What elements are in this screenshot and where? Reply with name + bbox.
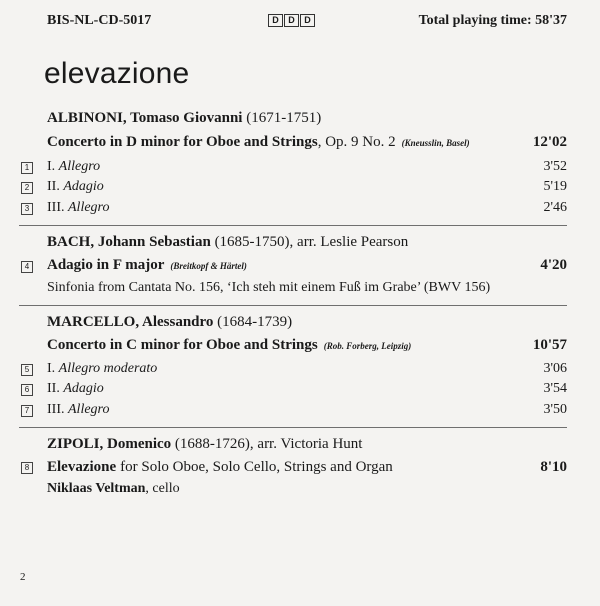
work-publisher: (Breitkopf & Härtel) (170, 261, 247, 271)
composer-dates: (1671-1751) (246, 110, 322, 126)
ddd-letter: D (268, 14, 283, 27)
track-number: 2 (21, 182, 33, 194)
movement-duration: 3'50 (543, 402, 567, 417)
track-number: 1 (21, 162, 33, 174)
movement-name: Allegro (68, 200, 110, 215)
total-playing-time: Total playing time: 58'37 (418, 13, 567, 28)
ddd-badge (268, 14, 315, 27)
track-number: 6 (21, 384, 33, 396)
work-duration: 12'02 (532, 134, 567, 150)
movement-row (47, 402, 567, 418)
composer-name: ALBINONI, Tomaso Giovanni (47, 110, 243, 126)
composer-name: MARCELLO, Alessandro (47, 314, 214, 330)
track-number: 7 (21, 405, 33, 417)
section-divider (19, 305, 567, 306)
page-number: 2 (20, 571, 26, 583)
work-title: Concerto in C minor for Oboe and Strings (47, 337, 318, 353)
work-subtitle: , Op. 9 No. 2 (317, 134, 396, 150)
movement-number: II. (47, 179, 60, 194)
movement-name: Adagio (63, 381, 104, 396)
movement-row (47, 361, 567, 377)
section-divider (19, 225, 567, 226)
work-publisher: (Kneusslin, Basel) (401, 138, 470, 148)
movement-name: Adagio (63, 179, 104, 194)
track-number: 4 (21, 261, 33, 273)
ddd-letter: D (300, 14, 315, 27)
movement-number: I. (47, 159, 56, 174)
work-duration: 10'57 (532, 337, 567, 353)
work-zipoli-elevazione (47, 459, 567, 476)
movement-duration: 3'52 (543, 159, 567, 174)
composer-dates: (1688-1726), arr. Victoria Hunt (174, 436, 363, 452)
movement-duration: 5'19 (543, 179, 567, 194)
performer-name: Niklaas Veltman (47, 481, 146, 496)
track-number: 5 (21, 364, 33, 376)
work-title: Elevazione (47, 459, 117, 475)
composer-albinoni (47, 110, 321, 127)
movement-duration: 3'06 (543, 361, 567, 376)
work-subtitle: for Solo Oboe, Solo Cello, Strings and Organ (120, 459, 393, 475)
section-divider (19, 427, 567, 428)
composer-dates: (1684-1739) (217, 314, 293, 330)
track-number: 3 (21, 203, 33, 215)
work-duration: 8'10 (540, 459, 567, 475)
performer-role: , cello (145, 481, 180, 496)
movement-duration: 2'46 (543, 200, 567, 215)
work-bach-adagio (47, 257, 567, 274)
movement-name: Allegro (68, 402, 110, 417)
composer-name: ZIPOLI, Domenico (47, 436, 172, 452)
catalog-number: BIS-NL-CD-5017 (47, 13, 152, 28)
performer (47, 481, 180, 497)
movement-number: I. (47, 361, 56, 376)
ddd-letter: D (284, 14, 299, 27)
work-title: Concerto in D minor for Oboe and Strings (47, 134, 318, 150)
movement-row (47, 200, 567, 216)
album-title: elevazione (44, 57, 190, 90)
composer-zipoli (47, 436, 362, 453)
movement-name: Allegro (58, 159, 101, 174)
work-note: Sinfonia from Cantata No. 156, ‘Ich steh mit einem Fuß im Grabe’ (BWV 156) (47, 280, 491, 295)
composer-dates: (1685-1750), arr. Leslie Pearson (214, 234, 409, 250)
movement-number: III. (47, 402, 65, 417)
movement-number: II. (47, 381, 60, 396)
movement-duration: 3'54 (543, 381, 567, 396)
work-publisher: (Rob. Forberg, Leipzig) (323, 341, 412, 351)
work-albinoni-concerto (47, 134, 567, 151)
work-duration: 4'20 (540, 257, 567, 273)
movement-name: Allegro moderato (58, 361, 158, 376)
movement-row (47, 159, 567, 175)
movement-number: III. (47, 200, 65, 215)
work-marcello-concerto (47, 337, 567, 354)
composer-marcello (47, 314, 292, 331)
track-number: 8 (21, 462, 33, 474)
movement-row (47, 381, 567, 397)
movement-row (47, 179, 567, 195)
composer-name: BACH, Johann Sebastian (47, 234, 211, 250)
composer-bach (47, 234, 408, 251)
work-title: Adagio in F major (47, 257, 165, 273)
